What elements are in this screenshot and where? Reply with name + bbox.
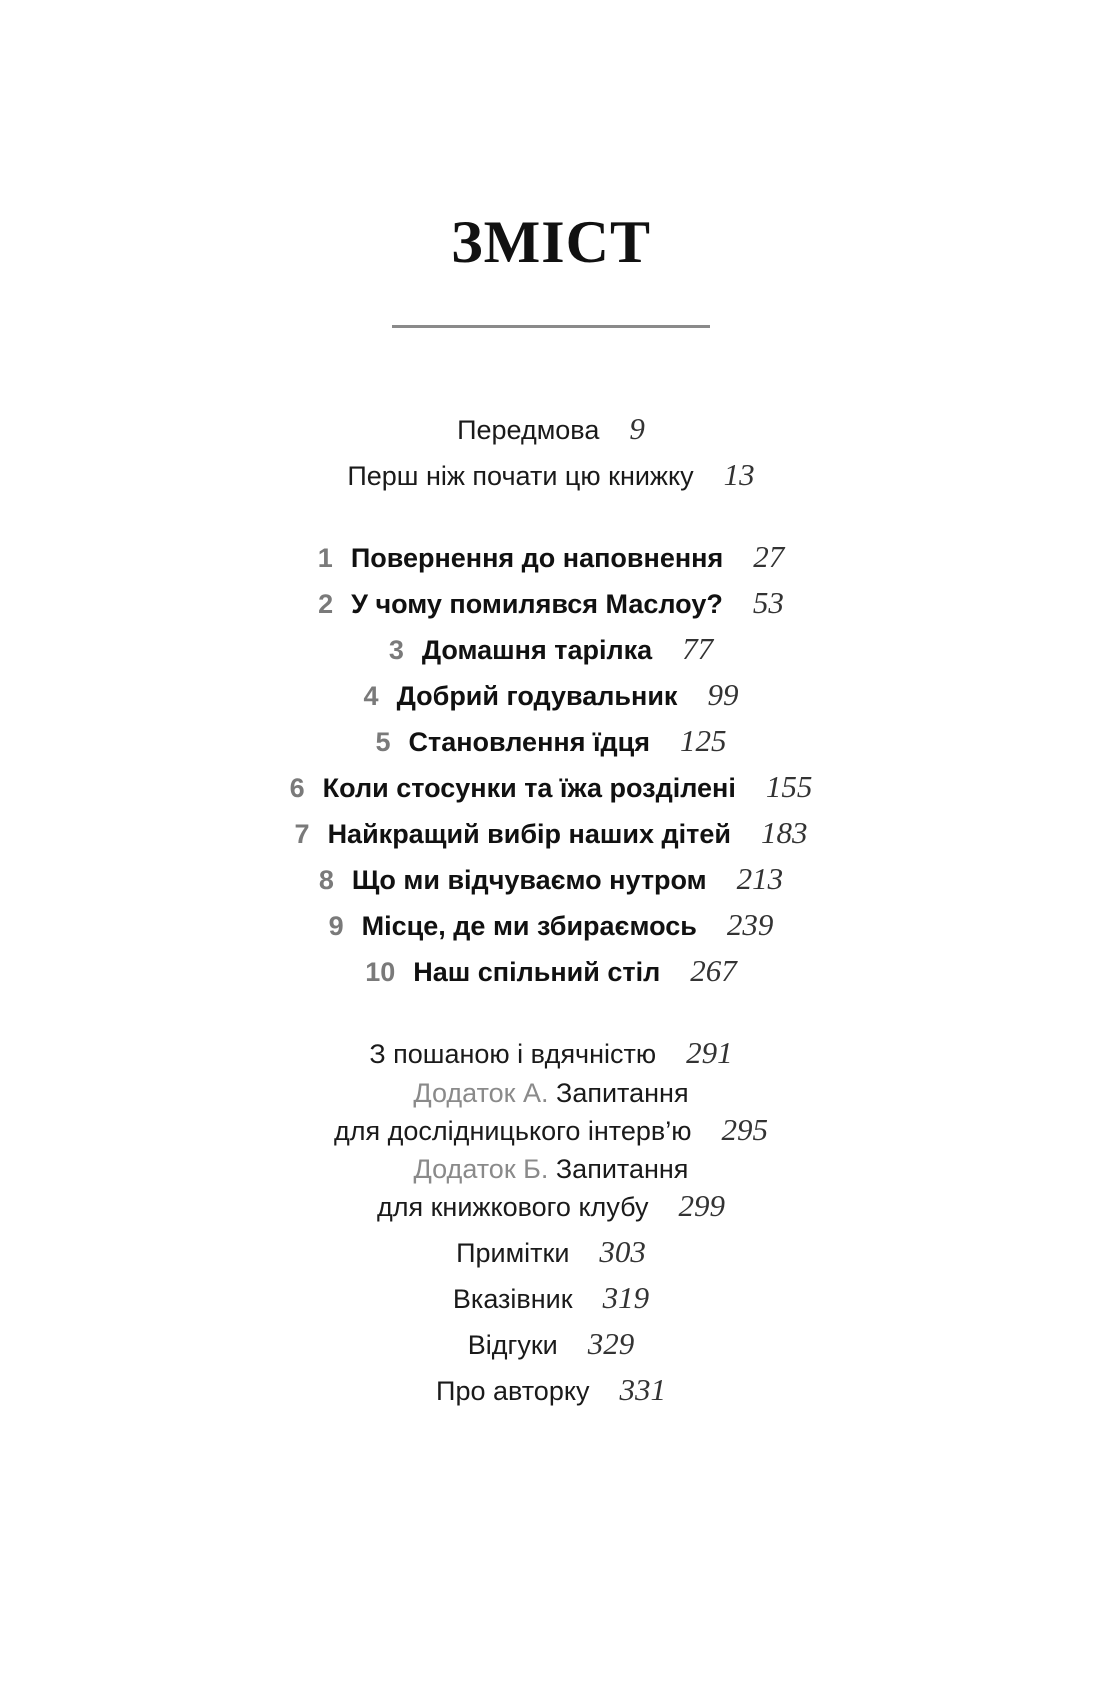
chapter-title: Становлення їдця	[408, 727, 651, 757]
chapter-title: Найкращий вибір наших дітей	[327, 819, 731, 849]
toc-chapter-6[interactable]	[0, 771, 1102, 802]
chapter-number: 2	[318, 589, 334, 619]
chapter-page: 27	[753, 539, 785, 574]
entry-label: Відгуки	[467, 1330, 558, 1360]
chapter-number: 1	[317, 543, 333, 573]
entry-label: Перш ніж почати цю книжку	[347, 461, 694, 491]
chapter-title: У чому помилявся Маслоу?	[351, 589, 723, 619]
appendix-title-line2: для дослідницького інтерв’ю	[334, 1116, 692, 1146]
toc-chapter-8[interactable]	[0, 863, 1102, 894]
title-divider	[392, 325, 710, 328]
chapter-page: 125	[680, 723, 727, 758]
chapter-page: 267	[690, 953, 737, 988]
chapter-title: Повернення до наповнення	[350, 543, 724, 573]
chapter-number: 8	[318, 865, 334, 895]
toc-entry-appendix-a[interactable]	[0, 1080, 1102, 1107]
toc-entry-before-start[interactable]	[0, 459, 1102, 490]
entry-label: Примітки	[456, 1238, 570, 1268]
toc-chapter-2[interactable]	[0, 587, 1102, 618]
toc-entry-appendix-a-cont[interactable]	[0, 1114, 1102, 1145]
entry-page: 319	[602, 1280, 650, 1315]
appendix-title-line1: Запитання	[556, 1078, 689, 1108]
entry-page: 13	[723, 457, 755, 492]
chapter-page: 213	[736, 861, 784, 896]
chapter-title: Місце, де ми збираємось	[361, 911, 697, 941]
toc-chapter-10[interactable]	[0, 955, 1102, 986]
toc-chapter-5[interactable]	[0, 725, 1102, 756]
toc-entry-appendix-b-cont[interactable]	[0, 1190, 1102, 1221]
toc-chapter-1[interactable]	[0, 541, 1102, 572]
chapter-page: 155	[765, 769, 813, 804]
chapter-page: 53	[752, 585, 784, 620]
chapter-page: 99	[707, 677, 739, 712]
chapter-page: 239	[726, 907, 774, 942]
entry-page: 331	[619, 1372, 666, 1407]
toc-entry-appendix-b[interactable]	[0, 1156, 1102, 1183]
entry-label: З пошаною і вдячністю	[369, 1039, 657, 1069]
chapter-number: 3	[388, 635, 404, 665]
chapter-number: 7	[294, 819, 310, 849]
toc-chapter-4[interactable]	[0, 679, 1102, 710]
appendix-prefix: Додаток А.	[413, 1078, 549, 1108]
toc-entry-reviews[interactable]	[0, 1328, 1102, 1359]
entry-page: 299	[678, 1188, 725, 1223]
entry-label: Передмова	[457, 415, 600, 445]
entry-page: 9	[629, 411, 645, 446]
appendix-prefix: Додаток Б.	[413, 1154, 549, 1184]
toc-entry-index[interactable]	[0, 1282, 1102, 1313]
chapter-title: Домашня тарілка	[421, 635, 653, 665]
toc-chapter-7[interactable]	[0, 817, 1102, 848]
entry-label: Вказівник	[452, 1284, 573, 1314]
chapter-number: 9	[328, 911, 344, 941]
chapter-title: Коли стосунки та їжа розділені	[322, 773, 736, 803]
toc-chapter-3[interactable]	[0, 633, 1102, 664]
toc-entry-foreword[interactable]	[0, 413, 1102, 444]
entry-page: 295	[721, 1112, 768, 1147]
page-title: ЗМІСТ	[451, 209, 651, 275]
chapter-title: Що ми відчуваємо нутром	[351, 865, 707, 895]
toc-entry-about-author[interactable]	[0, 1374, 1102, 1405]
entry-label: Про авторку	[436, 1376, 590, 1406]
chapter-number: 10	[365, 957, 396, 987]
chapter-number: 5	[375, 727, 391, 757]
chapter-title: Добрий годувальник	[396, 681, 678, 711]
entry-page: 291	[686, 1035, 733, 1070]
chapter-number: 6	[289, 773, 305, 803]
toc-chapter-9[interactable]	[0, 909, 1102, 940]
chapter-number: 4	[363, 681, 379, 711]
appendix-title-line1: Запитання	[555, 1154, 689, 1184]
appendix-title-line2: для книжкового клубу	[376, 1192, 649, 1222]
chapter-title: Наш спільний стіл	[413, 957, 661, 987]
chapter-page: 77	[682, 631, 714, 666]
toc-entry-acknowledgements[interactable]	[0, 1037, 1102, 1068]
entry-page: 303	[599, 1234, 646, 1269]
chapter-page: 183	[760, 815, 808, 850]
toc-entry-notes[interactable]	[0, 1236, 1102, 1267]
entry-page: 329	[587, 1326, 635, 1361]
